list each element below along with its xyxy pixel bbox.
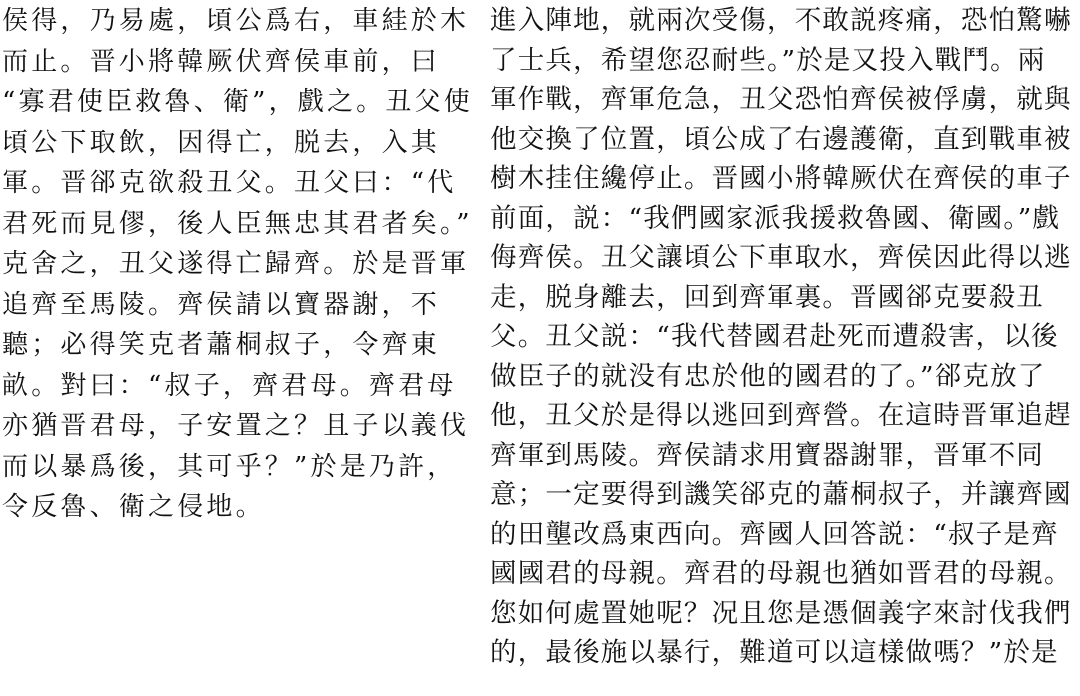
text-line: 侮齊侯。丑父讓頃公下車取水，齊侯因此得以逃 <box>490 242 1072 273</box>
text-line: 令反魯、衛之侵地。 <box>2 492 265 522</box>
text-line: 他，丑父於是得以逃回到齊營。在這時晋軍追趕 <box>490 400 1072 431</box>
text-line: 而止。晋小將韓厥伏齊侯車前，曰 <box>2 46 441 77</box>
text-line: 的田壟改爲東西向。齊國人回答説：“叔子是齊 <box>490 518 1059 550</box>
text-line: 進入陣地，就兩次受傷，不敢説疼痛，恐怕驚嚇 <box>490 5 1072 36</box>
text-line: 亦猶晋君母，子安置之？且子以義伐 <box>2 411 470 441</box>
text-line: 頃公下取飲，因得亡，脱去，入其 <box>2 127 441 158</box>
text-line: 軍。晋郤克欲殺丑父。丑父曰：“代 <box>2 168 457 198</box>
text-line: 君死而見僇，後人臣無忠其君者矣。” <box>2 208 473 239</box>
text-line: 做臣子的就没有忠於他的國君的了。”郤克放了 <box>490 360 1046 392</box>
text-line: 聽；必得笑克者蕭桐叔子，令齊東 <box>2 330 441 360</box>
classical-text-column <box>2 0 473 527</box>
text-line: 他交換了位置，頃公成了右邊護衛，直到戰車被 <box>490 123 1072 155</box>
text-line: 畝。對曰：“叔子，齊君母。齊君母 <box>2 370 457 401</box>
text-line: 的，最後施以暴行，難道可以這樣做嗎？”於是 <box>490 637 1059 668</box>
text-line: 國國君的母親。齊君的母親也猶如晋君的母親。 <box>490 558 1072 589</box>
text-line: 父。丑父説：“我代替國君赴死而遭殺害，以後 <box>490 321 1059 352</box>
text-line: 齊軍到馬陵。齊侯請求用寶器謝罪，晋軍不同 <box>490 439 1044 471</box>
text-line: “寡君使臣救魯、衛”，戲之。丑父使 <box>2 87 473 117</box>
text-line: 追齊至馬陵。齊侯請以寶器謝，不 <box>2 289 441 320</box>
text-line: 意；一定要得到譏笑郤克的蕭桐叔子，并讓齊國 <box>490 479 1072 510</box>
text-line: 了士兵，希望您忍耐些。”於是又投入戰鬥。兩 <box>490 44 1046 76</box>
text-line: 走，脱身離去，回到齊軍裏。晋國郤克要殺丑 <box>490 281 1044 313</box>
text-line: 樹木挂住纔停止。晋國小將韓厥伏在齊侯的車子 <box>490 163 1072 194</box>
text-line: 軍作戰，齊軍危急，丑父恐怕齊侯被俘虜，就與 <box>490 84 1072 115</box>
text-line: 您如何處置她呢？况且您是憑個義字來討伐我們 <box>490 597 1072 629</box>
text-line: 而以暴爲後，其可乎？”於是乃許， <box>2 451 457 482</box>
text-line: 侯得，乃易處，頃公爲右，車絓於木 <box>2 6 470 36</box>
translation-text-column <box>490 0 1070 672</box>
text-line: 克舍之，丑父遂得亡歸齊。於是晋軍 <box>2 249 470 279</box>
text-line: 前面，説：“我們國家派我援救魯國、衛國。”戲 <box>490 202 1061 234</box>
